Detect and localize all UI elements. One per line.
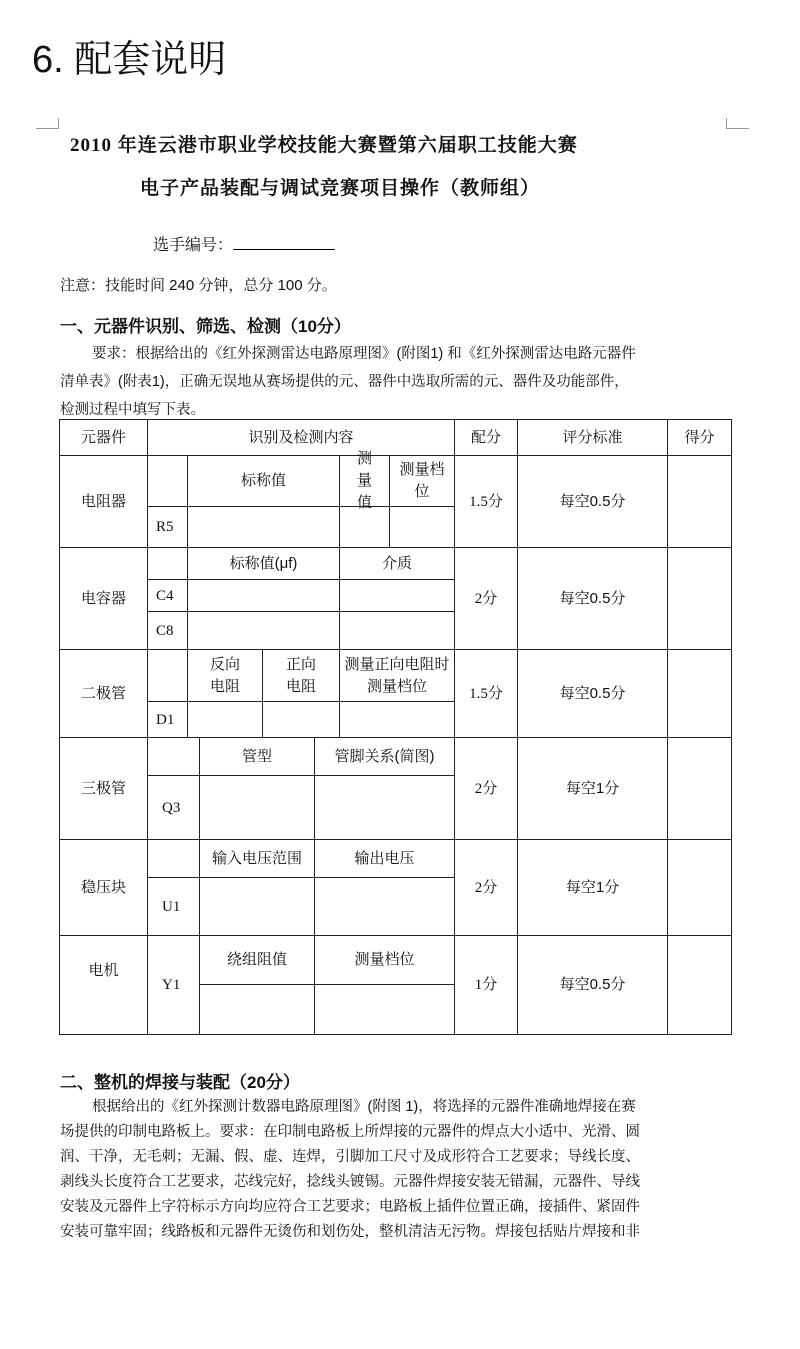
criteria: 每空0.5分 (517, 935, 668, 1035)
col-label: 管型 (199, 737, 315, 776)
col-label: 绕组阻值 (199, 935, 315, 985)
component-id: Y1 (147, 935, 200, 1035)
input-cell[interactable] (199, 877, 315, 936)
criteria: 每空0.5分 (517, 547, 668, 650)
header-score: 得分 (667, 419, 732, 456)
col-label: 管脚关系(简图) (314, 737, 455, 776)
col-label: 标称值(μf) (187, 547, 340, 580)
component-id: D1 (147, 701, 188, 738)
contestant-label: 选手编号： (153, 237, 234, 254)
row-name: 二极管 (59, 649, 148, 738)
contestant-number (153, 232, 335, 255)
header-content: 识别及检测内容 (147, 419, 455, 456)
score-cell[interactable] (667, 547, 732, 650)
points: 1.5分 (454, 649, 518, 738)
row-name: 稳压块 (59, 839, 148, 936)
score-cell[interactable] (667, 839, 732, 936)
score-cell[interactable] (667, 935, 732, 1035)
input-cell[interactable] (339, 701, 455, 738)
col-label: 介质 (339, 547, 455, 580)
empty-cell (147, 649, 188, 702)
input-cell[interactable] (314, 984, 455, 1035)
criteria: 每空0.5分 (517, 455, 668, 548)
score-cell[interactable] (667, 455, 732, 548)
col-label: 输入电压范围 (199, 839, 315, 878)
section1-line: 要求：根据给出的《红外探测雷达电路原理图》(附图1) 和《红外探测雷达电路元器件 (92, 346, 636, 362)
input-cell[interactable] (262, 701, 340, 738)
input-cell[interactable] (187, 506, 340, 548)
col-label: 测量档位 (389, 455, 455, 507)
points: 2分 (454, 547, 518, 650)
component-id: C8 (147, 611, 188, 650)
header-component: 元器件 (59, 419, 148, 456)
input-cell[interactable] (314, 775, 455, 840)
col-label: 测量正向电阻时测量档位 (339, 649, 455, 702)
col-label: 输出电压 (314, 839, 455, 878)
row-name: 电机 (59, 935, 148, 1035)
component-id: R5 (147, 506, 188, 548)
input-cell[interactable] (187, 611, 340, 650)
col-label: 测量档位 (314, 935, 455, 985)
component-id: Q3 (147, 775, 200, 840)
component-id: C4 (147, 579, 188, 612)
points: 1分 (454, 935, 518, 1035)
section1-title: 一、元器件识别、筛选、检测（10分） (60, 317, 351, 336)
contestant-blank (233, 235, 335, 250)
criteria: 每空1分 (517, 839, 668, 936)
criteria: 每空1分 (517, 737, 668, 840)
row-name: 电容器 (59, 547, 148, 650)
section2-line: 安装及元器件上字符标示方向均应符合工艺要求；电路板上插件位置正确，接插件、紧固件 (60, 1199, 640, 1215)
input-cell[interactable] (314, 877, 455, 936)
input-cell[interactable] (339, 611, 455, 650)
score-cell[interactable] (667, 737, 732, 840)
input-cell[interactable] (187, 579, 340, 612)
empty-cell (147, 737, 200, 776)
col-label: 正向电阻 (262, 649, 340, 702)
doc-title: 2010 年连云港市职业学校技能大赛暨第六届职工技能大赛 (70, 135, 578, 156)
empty-cell (147, 455, 188, 507)
empty-cell (147, 839, 200, 878)
section2-line: 根据给出的《红外探测计数器电路原理图》(附图 1)，将选择的元器件准确地焊接在赛 (92, 1099, 636, 1115)
component-id: U1 (147, 877, 200, 936)
empty-cell (147, 547, 188, 580)
input-cell[interactable] (339, 506, 390, 548)
section1-line: 清单表》(附表1)，正确无误地从赛场提供的元、器件中选取所需的元、器件及功能部件， (60, 374, 629, 390)
score-cell[interactable] (667, 649, 732, 738)
note: 注意：技能时间 240 分钟，总分 100 分。 (60, 277, 337, 294)
input-cell[interactable] (339, 579, 455, 612)
row-name: 三极管 (59, 737, 148, 840)
input-cell[interactable] (389, 506, 455, 548)
section2-line: 剥线头长度符合工艺要求，芯线完好，捻线头镀锡。元器件焊接安装无错漏，元器件、导线 (60, 1174, 640, 1190)
section1-line: 检测过程中填写下表。 (60, 402, 205, 418)
input-cell[interactable] (199, 775, 315, 840)
input-cell[interactable] (199, 984, 315, 1035)
input-cell[interactable] (187, 701, 263, 738)
header-criteria: 评分标准 (517, 419, 668, 456)
row-name: 电阻器 (59, 455, 148, 548)
crop-mark (36, 118, 59, 129)
points: 2分 (454, 839, 518, 936)
header-points: 配分 (454, 419, 518, 456)
section2-line: 安装可靠牢固；线路板和元器件无烫伤和划伤处，整机清洁无污物。焊接包括贴片焊接和非 (60, 1224, 640, 1240)
section2-line: 润、干净，无毛刺；无漏、假、虚、连焊，引脚加工尺寸及成形符合工艺要求；导线长度、 (60, 1149, 640, 1165)
points: 1.5分 (454, 455, 518, 548)
crop-mark (726, 118, 749, 129)
section2-title: 二、整机的焊接与装配（20分） (60, 1073, 300, 1092)
section2-line: 场提供的印制电路板上。要求：在印制电路板上所焊接的元器件的焊点大小适中、光滑、圆 (60, 1124, 640, 1140)
section-heading: 6. 配套说明 (32, 39, 227, 81)
col-label: 测量值 (339, 455, 390, 507)
criteria: 每空0.5分 (517, 649, 668, 738)
col-label: 标称值 (187, 455, 340, 507)
doc-subtitle: 电子产品装配与调试竞赛项目操作（教师组） (140, 178, 541, 199)
points: 2分 (454, 737, 518, 840)
col-label: 反向电阻 (187, 649, 263, 702)
